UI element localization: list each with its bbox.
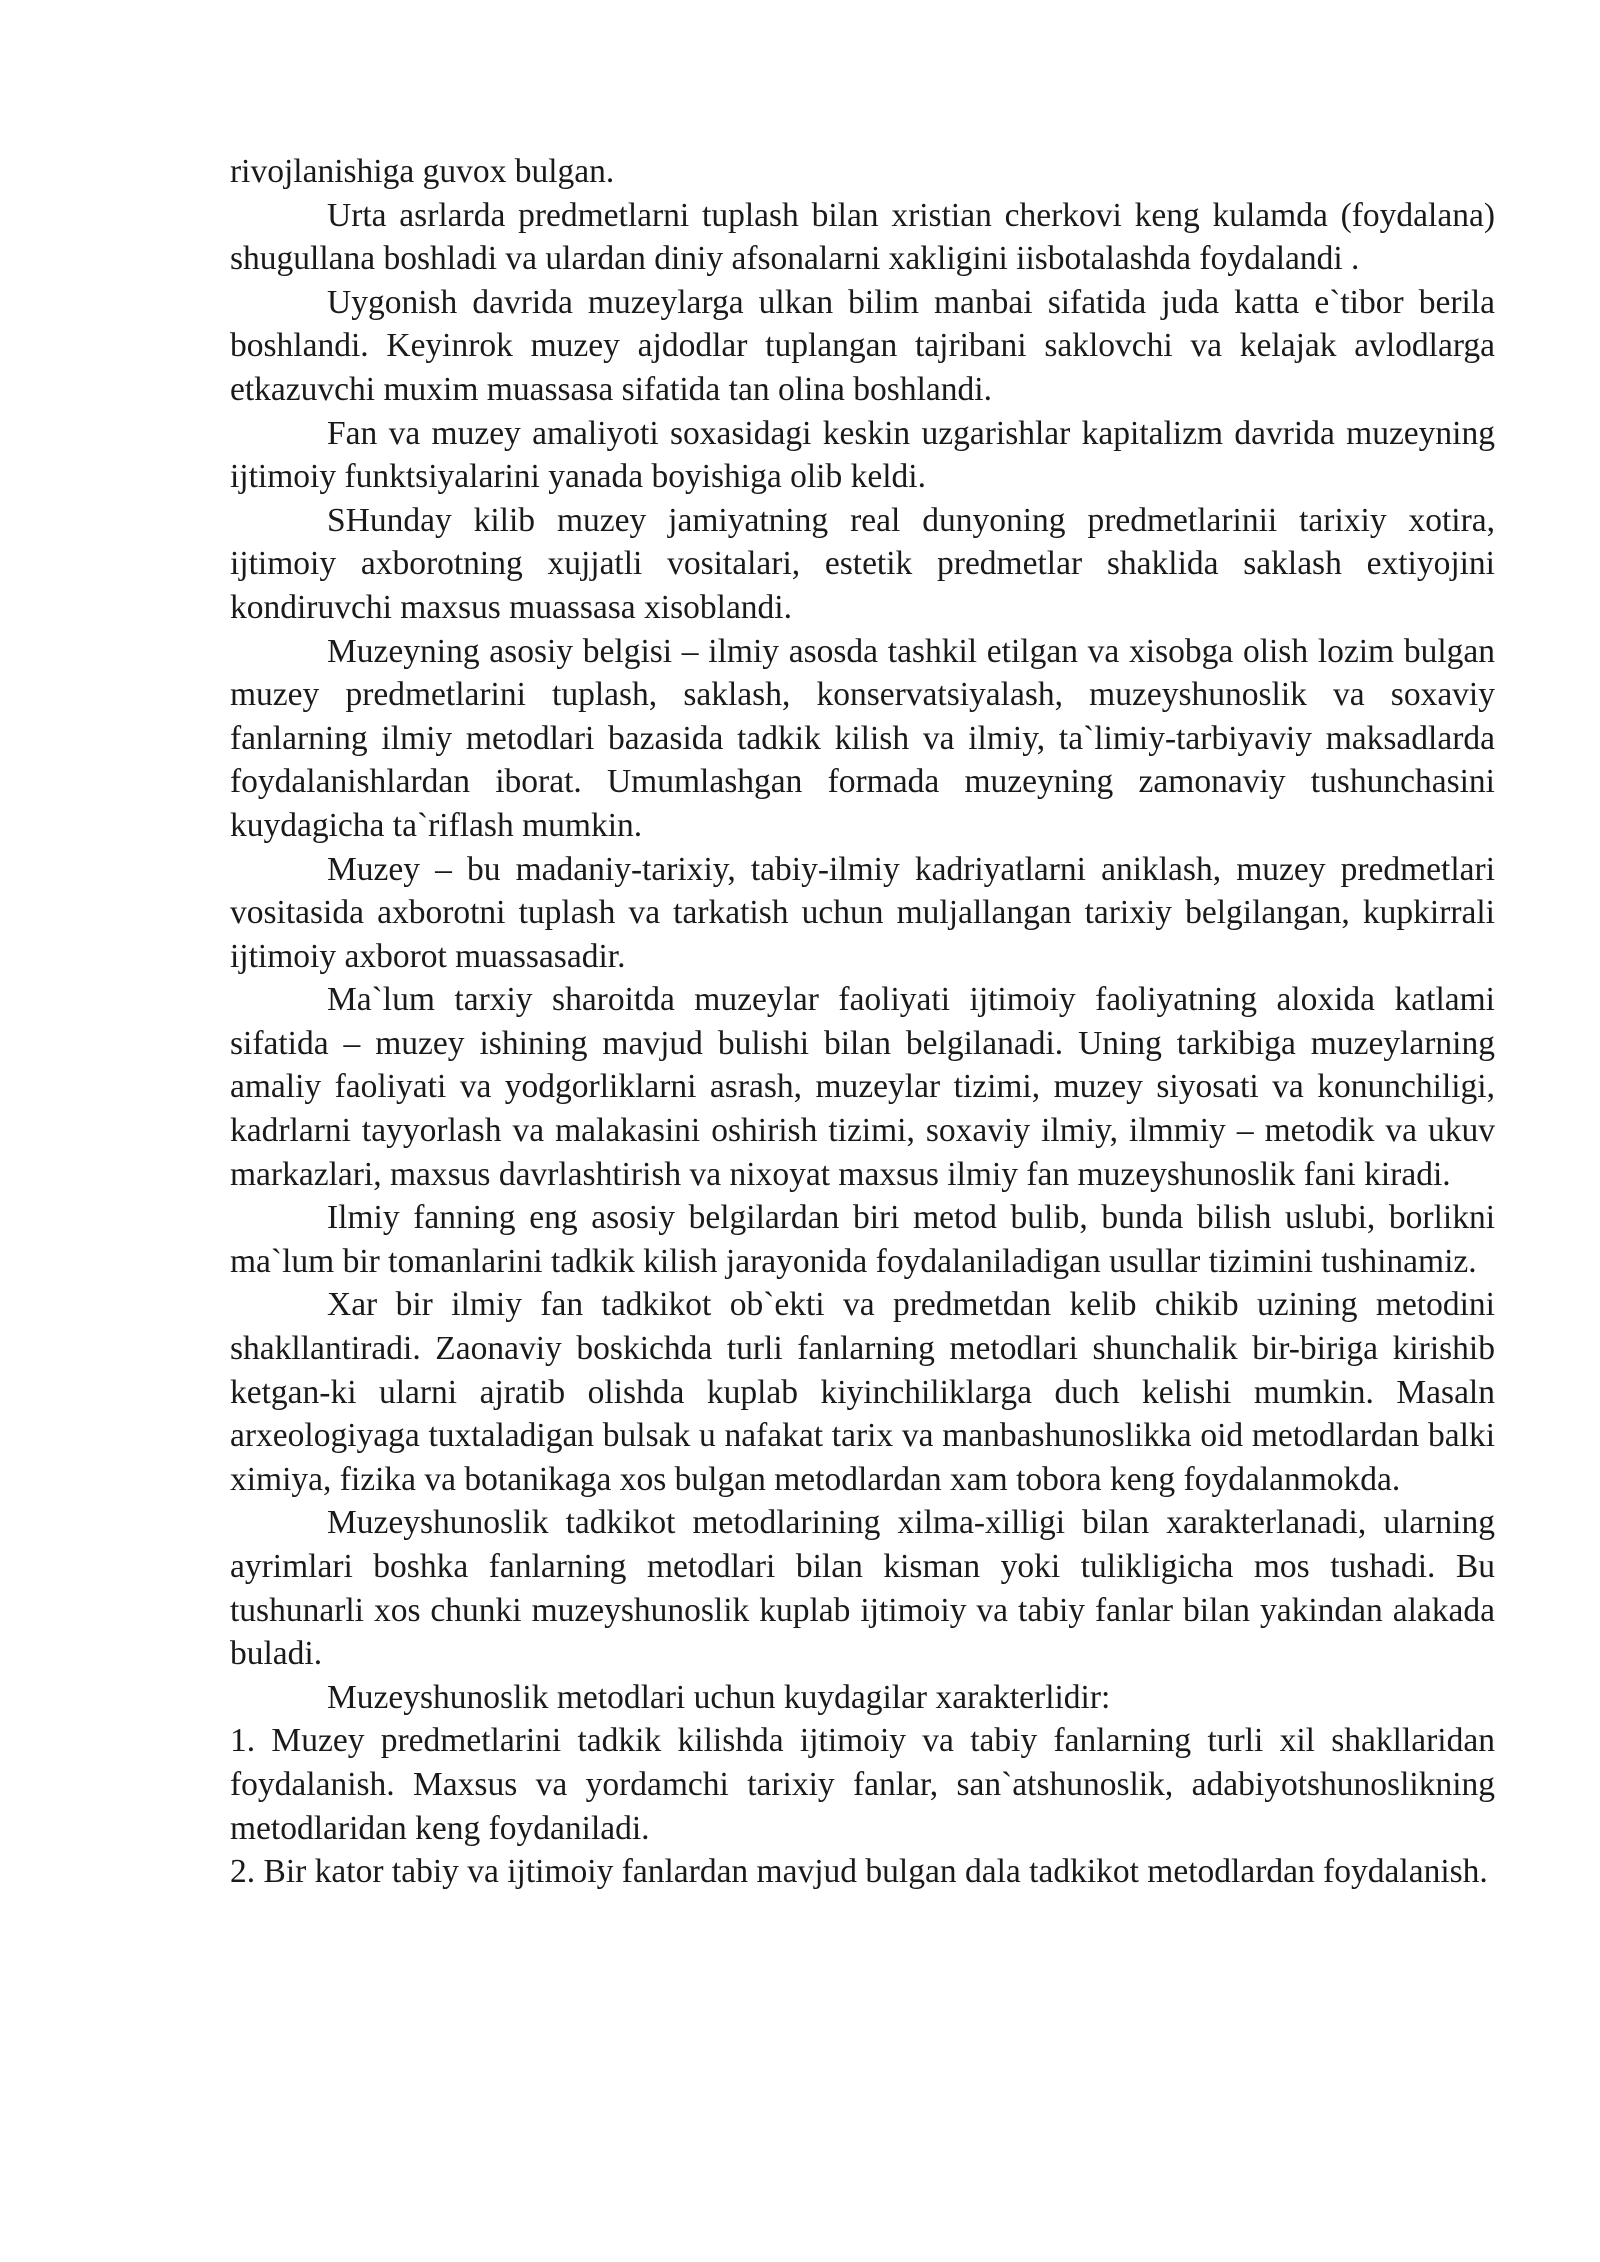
paragraph-capitalism: Fan va muzey amaliyoti soxasidagi keskin uzgarishlar kapitalizm davrida muzeyning ijtimoiy funktsiyalarini yanada boyishiga olib keldi. xyxy=(230,414,1495,496)
paragraph-museum-definition: Muzey – bu madaniy-tarixiy, tabiy-ilmiy kadriyatlarni aniklash, muzey predmetlari vositasida axborotni tuplash va tarkatish uchun muljallangan tarixiy belgilangan, kupkirrali ijtimoiy axborot muassasadir. xyxy=(230,850,1495,975)
paragraph-museum-institution: SHunday kilib muzey jamiyatning real dunyoning predmetlarinii tarixiy xotira, ijtimoiy axborotning xujjatli vositalari, estetik predmetlar shaklida saklash extiyojini kondiruvchi maxsus muassasa xisoblandi. xyxy=(230,501,1495,626)
paragraph-middle-ages: Urta asrlarda predmetlarni tuplash bilan xristian cherkovi keng kulamda (foydalana) shugullana boshladi va ulardan diniy afsonalarni xakligini iisbotalashda foydalandi . xyxy=(230,196,1495,278)
paragraph-renaissance: Uygonish davrida muzeylarga ulkan bilim manbai sifatida juda katta e`tibor berila boshlandi. Keyinrok muzey ajdodlar tuplangan tajribani saklovchi va kelajak avlodlarga etkazuvchi muxim muassasa sifatida tan olina boshlandi. xyxy=(230,283,1495,408)
paragraph-research-object: Xar bir ilmiy fan tadkikot ob`ekti va predmetdan kelib chikib uzining metodini shakllantiradi. Zaonaviy boskichda turli fanlarning metodlari shunchalik bir-biriga kirishib ketgan-ki ularni ajratib olishda kuplab kiyinchiliklarga duch kelishi mumkin. Masaln arxeologiyaga tuxtaladigan bulsak u nafakat tarix va manbashunoslikka oid metodlardan balki ximiya, fizika va botanikaga xos bulgan metodlardan xam tobora keng foydalanmokda. xyxy=(230,1286,1495,1498)
paragraph-continuation: rivojlanishiga guvox bulgan. xyxy=(230,153,615,190)
paragraph-scientific-method: Ilmiy fanning eng asosiy belgilardan biri metod bulib, bunda bilish uslubi, borlikni ma`lum bir tomanlarini tadkik kilish jarayonida foydalaniladigan usullar tizimini tushinamiz. xyxy=(230,1199,1495,1280)
document-page xyxy=(230,150,1495,1894)
list-item-2: 2. Bir kator tabiy va ijtimoiy fanlardan mavjud bulgan dala tadkikot metodlardan foydalanish. xyxy=(230,1853,1488,1891)
paragraph-methods-intro: Muzeyshunoslik metodlari uchun kuydagilar xarakterlidir: xyxy=(327,1678,1111,1716)
paragraph-museum-activity: Ma`lum tarxiy sharoitda muzeylar faoliyati ijtimoiy faoliyatning aloxida katlami sifatida – muzey ishining mavjud bulishi bilan belgilanadi. Uning tarkibiga muzeylarning amaliy faoliyati va yodgorliklarni asrash, muzeylar tizimi, muzey siyosati va konunchiligi, kadrlarni tayyorlash va malakasini oshirish tizimi, soxaviy ilmiy, ilmmiy – metodik va ukuv markazlari, maxsus davrlashtirish va nixoyat maxsus ilmiy fan muzeyshunoslik fani kiradi. xyxy=(230,981,1495,1193)
list-item-1: 1. Muzey predmetlarini tadkik kilishda ijtimoiy va tabiy fanlarning turli xil shakllaridan foydalanish. Maxsus va yordamchi tarixiy fanlar, san`atshunoslik, adabiyotshunoslikning metodlaridan keng foydaniladi. xyxy=(230,1722,1495,1847)
paragraph-museology-methods: Muzeyshunoslik tadkikot metodlarining xilma-xilligi bilan xarakterlanadi, ularning ayrimlari boshka fanlarning metodlari bilan kisman yoki tulikligicha mos tushadi. Bu tushunarli xos chunki muzeyshunoslik kuplab ijtimoiy va tabiy fanlar bilan yakindan alakada buladi. xyxy=(230,1504,1495,1673)
paragraph-main-feature: Muzeyning asosiy belgisi – ilmiy asosda tashkil etilgan va xisobga olish lozim bulgan muzey predmetlarini tuplash, saklash, konservatsiyalash, muzeyshunoslik va soxaviy fanlarning ilmiy metodlari bazasida tadkik kilish va ilmiy, ta`limiy-tarbiyaviy maksadlarda foydalanishlardan iborat. Umumlashgan formada muzeyning zamonaviy tushunchasini kuydagicha ta`riflash mumkin. xyxy=(230,632,1495,844)
